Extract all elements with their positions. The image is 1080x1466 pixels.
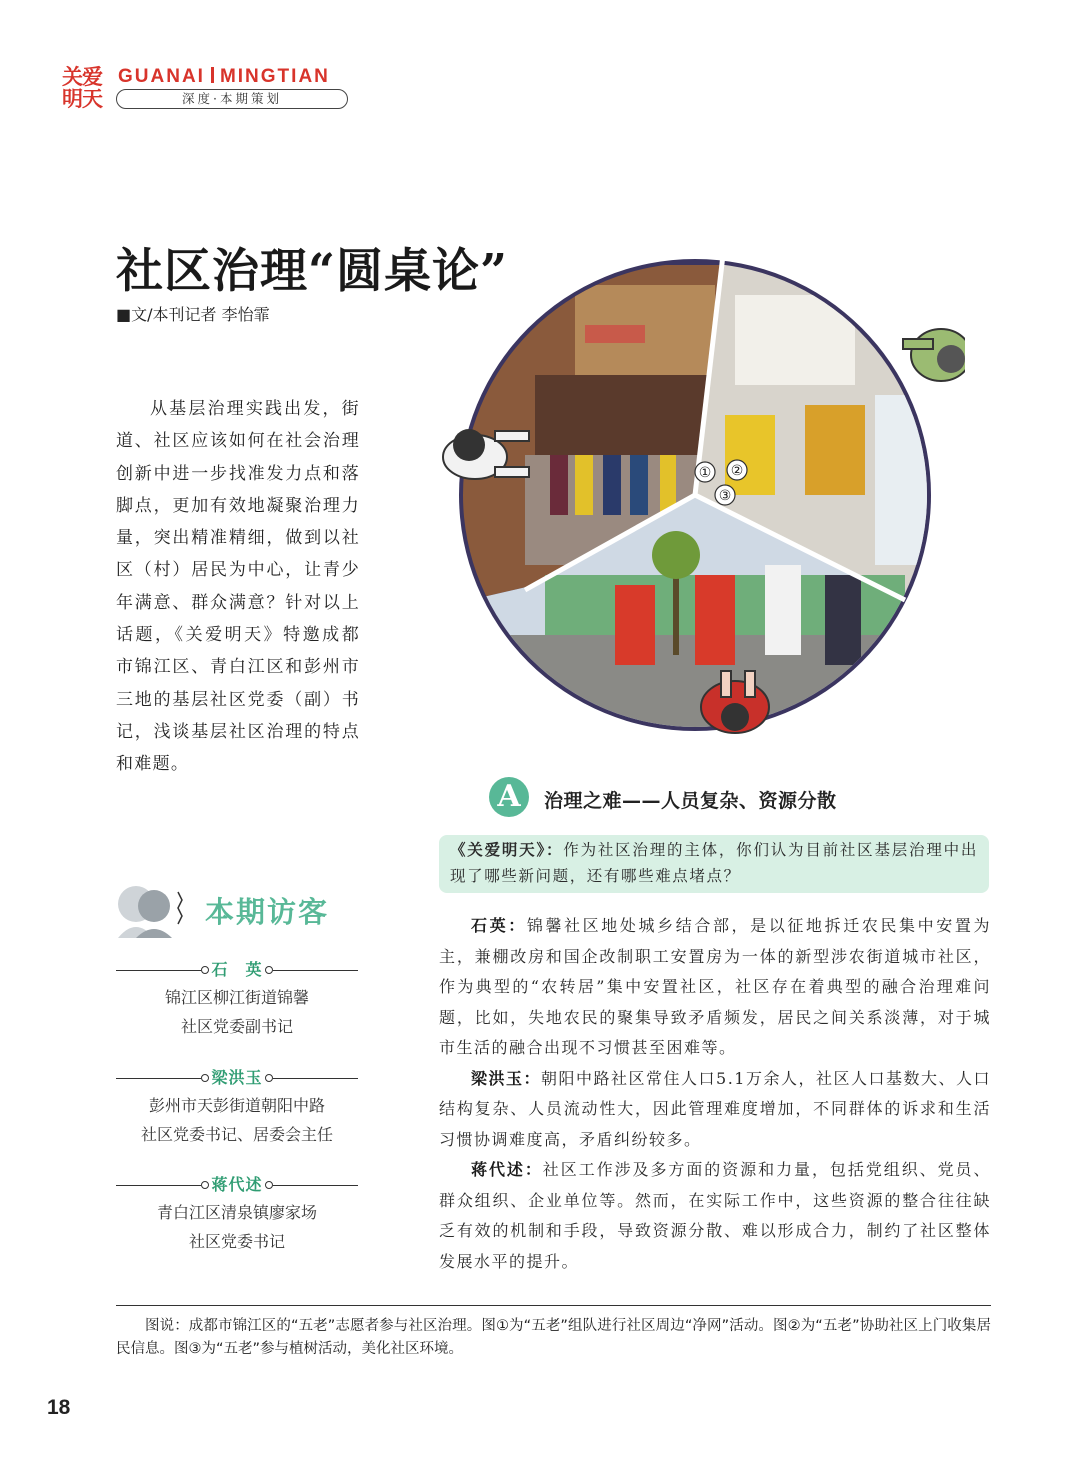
guest-card [116, 1066, 358, 1148]
photo-2-vest-2 [805, 405, 865, 495]
photo-3-volunteer-1 [615, 585, 655, 665]
guest-name-row [116, 958, 358, 982]
article-byline: ■文/本刊记者 李怡霏 [116, 305, 270, 324]
article-title: 社区治理“圆桌论” [116, 244, 509, 299]
logo-line-1: 关爱 [62, 65, 102, 89]
photo-3-volunteer-2 [695, 575, 735, 665]
masthead-section-label: 深度·本期策划 [116, 89, 348, 109]
guest-card [116, 958, 358, 1040]
guest-card [116, 1173, 358, 1255]
masthead-english-right: MINGTIAN [219, 66, 330, 87]
answer-paragraph [439, 1064, 991, 1156]
photo-3-volunteer-3 [765, 565, 801, 655]
svg-text:③: ③ [718, 488, 732, 504]
question-speaker: 《关爱明天》： [450, 840, 564, 859]
photo-1-person-2 [575, 455, 593, 515]
guest-heads-icon [114, 882, 184, 938]
guest-role-line-2: 社区党委副书记 [180, 1017, 293, 1036]
guest-role-line-2: 社区党委书记、居委会主任 [140, 1125, 333, 1144]
guest-name-row [116, 1173, 358, 1197]
photo-2-vest-1 [725, 415, 775, 495]
photo-3-tree-leaves [652, 531, 700, 579]
answer-speaker: 梁洪玉： [471, 1068, 542, 1088]
photo-1-sign [585, 325, 645, 343]
masthead-english [118, 66, 330, 88]
answers-block [439, 911, 991, 1277]
photo-1-person-4 [630, 455, 648, 515]
section-badge: A [489, 777, 529, 817]
masthead-separator [211, 67, 214, 83]
answer-paragraph [439, 1155, 991, 1277]
guest-role-line-1: 锦江区柳江街道锦馨 [164, 988, 309, 1007]
guest-name: 石 英 [201, 958, 272, 982]
photo-3-volunteer-4 [825, 575, 861, 665]
question-text: 作为社区治理的主体，你们认为目前社区基层治理中出现了哪些新问题，还有哪些难点堵点？ [450, 841, 979, 885]
photo-marker-3 [715, 485, 735, 505]
answer-speaker: 石英： [471, 916, 527, 935]
answer-paragraph [439, 911, 991, 1064]
guest-role-line-1: 青白江区清泉镇廖家场 [156, 1203, 317, 1222]
magazine-logo [62, 66, 108, 110]
guest-name: 梁洪玉 [201, 1066, 272, 1090]
page-number: 18 [47, 1396, 71, 1419]
answer-text: 社区工作涉及多方面的资源和力量，包括党组织、党员、群众组织、企业单位等。然而，在实际工作中，这些资源的整合往往缺乏有效的机制和手段，导致资源分散、难以形成合力，制约了社区整体发展水平的提升。 [439, 1160, 991, 1271]
photo-caption: 图说：成都市锦江区的“五老”志愿者参与社区治理。图①为“五老”组队进行社区周边“净网”活动。图②为“五老”协助社区上门收集居民信息。图③为“五老”参与植树活动，美化社区环境。 [116, 1318, 991, 1357]
answer-text: 朝阳中路社区常住人口5.1万余人，社区人口基数大、人口结构复杂、人员流动性大，因此管理难度增加，不同群体的诉求和生活习惯协调难度高，矛盾纠纷较多。 [439, 1068, 991, 1149]
guest-role-line-1: 彭州市天彭街道朝阳中路 [148, 1096, 325, 1115]
svg-text:②: ② [730, 463, 744, 479]
section-title: 治理之难——人员复杂、资源分散 [544, 790, 837, 812]
caption-rule [116, 1305, 991, 1306]
guest-role-line-2: 社区党委书记 [188, 1232, 285, 1251]
photo-1-person-3 [603, 455, 621, 515]
guest-name-row [116, 1066, 358, 1090]
svg-text:①: ① [698, 465, 712, 481]
masthead-english-left: GUANAI [118, 66, 205, 87]
photo-1-person-1 [550, 455, 568, 515]
guest-heading: 本期访客 [205, 895, 330, 929]
photo-collage [425, 255, 965, 745]
photo-marker-2 [727, 460, 747, 480]
logo-line-2: 明天 [62, 87, 102, 111]
guest-name: 蒋代述 [201, 1173, 272, 1197]
cartoon-figure-right [903, 329, 965, 381]
photo-marker-1 [695, 462, 715, 482]
interview-question [439, 835, 989, 893]
answer-speaker: 蒋代述： [471, 1160, 543, 1179]
article-lead: 从基层治理实践出发，街道、社区应该如何在社会治理创新中进一步找准发力点和落脚点，更加有效地凝聚治理力量，突出精准精细，做到以社区（村）居民为中心，让青少年满意、群众满意？针对以上话题，《关爱明天》特邀成都市锦江区、青白江区和彭州市三地的基层社区党委（副）书记，浅谈基层社区治理的特点和难题。 [116, 399, 360, 775]
answer-text: 锦馨社区地处城乡结合部，是以征地拆迁农民集中安置为主，兼棚改房和国企改制职工安置房为一体的新型涉农街道城市社区，作为典型的“农转居”集中安置社区，社区存在着典型的融合治理难问题，比如，失地农民的聚集导致矛盾频发，居民之间关系淡薄，对于城市生活的融合出现不习惯甚至困难等。 [439, 916, 991, 1057]
